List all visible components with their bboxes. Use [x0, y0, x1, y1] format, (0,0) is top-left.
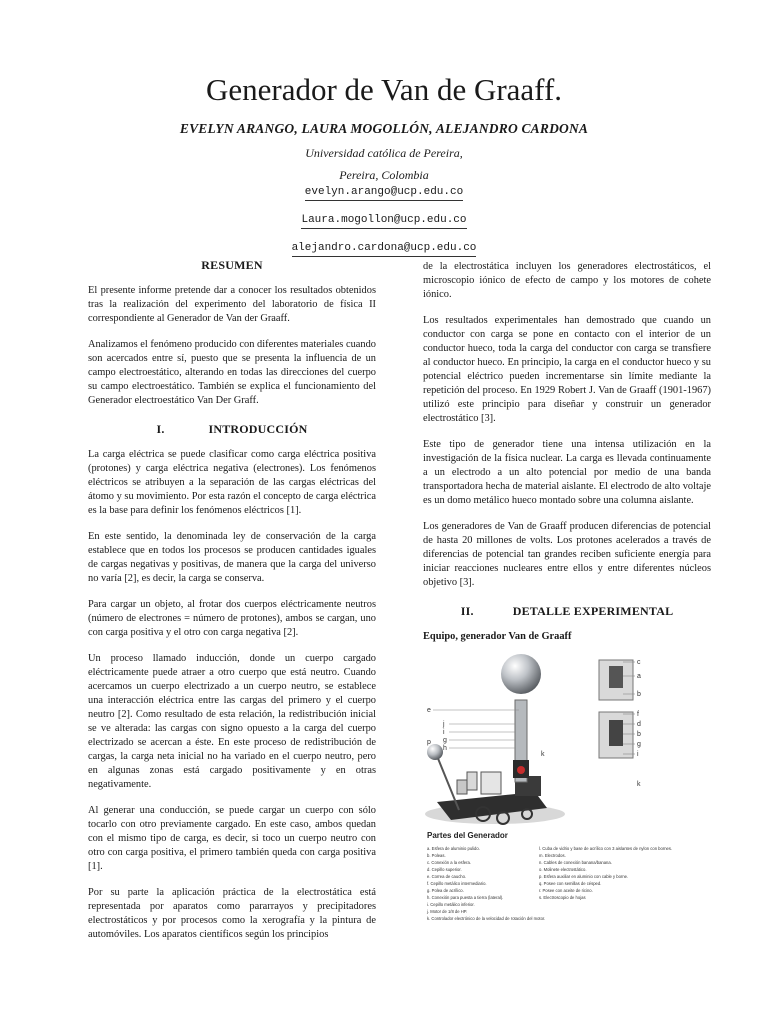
- email-link-3[interactable]: alejandro.cardona@ucp.edu.co: [292, 241, 477, 257]
- parts-legend-item: q. Posee con semillas de césped.: [539, 881, 602, 886]
- section-title: DETALLE EXPERIMENTAL: [512, 604, 674, 618]
- parts-legend-item: n. Cables de conexión banana/banana.: [539, 860, 612, 865]
- section-heading-introduction: [88, 422, 376, 436]
- parts-legend-item: g. Polea de acrílico.: [427, 888, 464, 893]
- parts-legend-item: k. Controlador electrónico de la velocidad de rotación del motor.: [427, 916, 546, 921]
- parts-legend-item: i. Cepillo metálico inferior.: [427, 902, 475, 907]
- label-a: a: [637, 673, 641, 680]
- body-paragraph: Este tipo de generador tiene una intensa utilización en la investigación de la física nuclear. La carga es llevada continuamente a un electrodo a un alto potencial por medio de una banda transportadora hecha de material aislante. El electrodo de alto voltaje es un domo metálico hueco montado sobre una columna aislante.: [423, 439, 711, 506]
- affiliation-city: Pereira, Colombia: [339, 168, 429, 182]
- parts-legend-item: e. Correa de caucho.: [427, 874, 467, 879]
- detail-pulley-top: [609, 666, 623, 688]
- generator-figure: [423, 652, 673, 922]
- paper-title: Generador de Van de Graaff.: [205, 72, 563, 107]
- parts-legend-item: b. Poleas.: [427, 853, 446, 858]
- section-number: II.: [460, 604, 474, 618]
- label-i: i: [637, 751, 639, 758]
- parts-legend-item: m. Electrodos.: [539, 853, 566, 858]
- parts-legend-item: a. Esfera de aluminio pulido.: [427, 846, 480, 851]
- left-column: [88, 258, 376, 954]
- label-e: e: [427, 707, 431, 714]
- body-paragraph: En este sentido, la denominada ley de conservación de la carga establece que en todos los procesos se producen cantidades iguales de cargas negativas y positivas, de manera que la carga del universo no varía [2], es decir, la carga se conserva.: [88, 531, 376, 584]
- parts-legend-item: o. Molinete electrostático.: [539, 867, 587, 872]
- glass-cup: [481, 772, 501, 794]
- right-column: [423, 260, 711, 922]
- label-k: k: [541, 751, 545, 758]
- label-c: c: [637, 659, 641, 666]
- paper-header: [0, 72, 768, 258]
- body-paragraph: La carga eléctrica se puede clasificar como carga eléctrica positiva (protones) y carga eléctrica negativa (electrones). Los fenómenos eléctricos se atribuyen a la separación de las cargas eléctricas del átomo y su movimiento. Por esta razón el concepto de carga eléctrica es la base para definir los fenómenos eléctricos [1].: [88, 449, 376, 516]
- body-paragraph: Un proceso llamado inducción, donde un cuerpo cargado eléctricamente puede atraer a otro cuerpo que está neutro. Cuando acercamos un cuerpo electrizado a un cuerpo neutro, se establece una interacción eléctrica entre las cargas del primero y el cuerpo neutro [2]. Como resultado de esta relación, la redistribución inicial se ve alterada: las cargas con signo opuesto a la carga del cuerpo electrizado se acercan a éste. En este proceso de redistribución de cargas, la carga neta inicial no ha variado en el cuerpo neutro, pero en algunas zonas está cargado positivamente y en otras negativamente.: [88, 653, 376, 790]
- label-i: i: [443, 729, 445, 736]
- label-h: h: [443, 745, 447, 752]
- parts-legend-item: r. Posee con aceite de ricino.: [539, 888, 593, 893]
- accessory: [467, 772, 477, 790]
- parts-title: Partes del Generador: [427, 831, 508, 840]
- parts-legend-item: l. Cuba de vidrio y base de acrílico con 3 aislantes de nylon con bornes.: [539, 846, 673, 851]
- generator-diagram: [423, 652, 673, 922]
- label-p: p: [427, 739, 431, 746]
- parts-legend-item: p. Esfera auxiliar en aluminio con cable y borne.: [539, 874, 629, 879]
- detail-pulley-bottom: [609, 720, 623, 746]
- red-knob: [517, 766, 525, 774]
- abstract-paragraph: El presente informe pretende dar a conocer los resultados obtenidos tras la realización del experimento del laboratorio de física II correspondiente al Generador de Van der Graaff.: [88, 285, 376, 324]
- body-paragraph: Por su parte la aplicación práctica de la electrostática está representada por aparatos como pararrayos y precipitadores electrostáticos y por procesos como la xerografía y la pintura de automóviles. Los aparatos científicos según los principios: [88, 887, 376, 940]
- parts-legend-item: d. Cepillo superior.: [427, 867, 462, 872]
- body-paragraph: Los resultados experimentales han demostrado que cuando un conductor con carga se pone en contacto con el interior de un conductor hueco, toda la carga del conductor con carga se transfiere al conductor hueco. En principio, la carga en el conductor hueco y su potencial eléctrico pueden incrementarse sin límite mediante la repetición del proceso. En 1929 Robert J. Van de Graaff (1901-1967) utilizó este principio para diseñar y construir un generador electrostático [3].: [423, 315, 711, 424]
- section-number: I.: [156, 422, 165, 436]
- parts-legend-item: s. Electroscopio de hojas: [539, 895, 586, 900]
- body-paragraph: Los generadores de Van de Graaff producen diferencias de potencial de hasta 20 millones de volts. Los protones acelerados a través de diferencias de potencial tan grandes reciben suficiente energía para iniciar reacciones nucleares entre ellos y entre diferentes núcleos objetivo [3].: [423, 521, 711, 588]
- author-list: EVELYN ARANGO, LAURA MOGOLLÓN, ALEJANDRO CARDONA: [179, 121, 589, 136]
- email-link-1[interactable]: evelyn.arango@ucp.edu.co: [305, 185, 463, 201]
- body-paragraph: Para cargar un objeto, al frotar dos cuerpos eléctricamente neutros (número de electrones = número de protones), ambos se cargan, uno con carga positiva y el otro con carga negativa [2].: [88, 599, 376, 638]
- parts-legend-item: h. Conexión para puesta a tierra (lateral).: [427, 895, 504, 900]
- label-g: g: [443, 737, 447, 744]
- section-title: INTRODUCCIÓN: [208, 422, 308, 436]
- affiliation-university: Universidad católica de Pereira,: [305, 146, 463, 160]
- label-d: d: [637, 721, 641, 728]
- accessory: [457, 780, 467, 794]
- aluminium-sphere: [501, 654, 541, 694]
- label-k: k: [637, 781, 641, 788]
- parts-legend-item: f. Cepillo metálico intermediario.: [427, 881, 487, 886]
- parts-legend-item: c. Conexión a la esfera.: [427, 860, 471, 865]
- label-g: g: [637, 741, 641, 748]
- section-heading-experimental: [423, 604, 711, 618]
- email-link-2[interactable]: Laura.mogollon@ucp.edu.co: [301, 213, 466, 229]
- abstract-paragraph: Analizamos el fenómeno producido con diferentes materiales cuando son acercados entre sí, puesto que se presenta la influencia de un campo electroestático, alterando en todas las direcciones del cuerpo su campo electroestático. También se explica el funcionamiento del Generador electroestático Van Der Graff.: [88, 339, 376, 406]
- auxiliary-sphere: [427, 744, 443, 760]
- label-b: b: [637, 731, 641, 738]
- abstract-heading: RESUMEN: [201, 258, 263, 272]
- parts-legend-item: j. Motor de 1/8 de HP.: [427, 909, 468, 914]
- label-j: j: [443, 721, 445, 728]
- label-b: b: [637, 691, 641, 698]
- label-f: f: [637, 711, 639, 718]
- body-paragraph: de la electrostática incluyen los generadores electrostáticos, el microscopio iónico de efecto de campo y los motores de cohete iónico.: [423, 261, 711, 300]
- body-paragraph: Al generar una conducción, se puede cargar un cuerpo con sólo tocarlo con otro previamente cargado. En este caso, ambos quedan con el mismo tipo de carga, es decir, si toco un cuerpo neutro con otro con carga positiva, el primero también queda con carga positiva [1].: [88, 805, 376, 872]
- subsection-heading: Equipo, generador Van de Graaff: [423, 631, 572, 642]
